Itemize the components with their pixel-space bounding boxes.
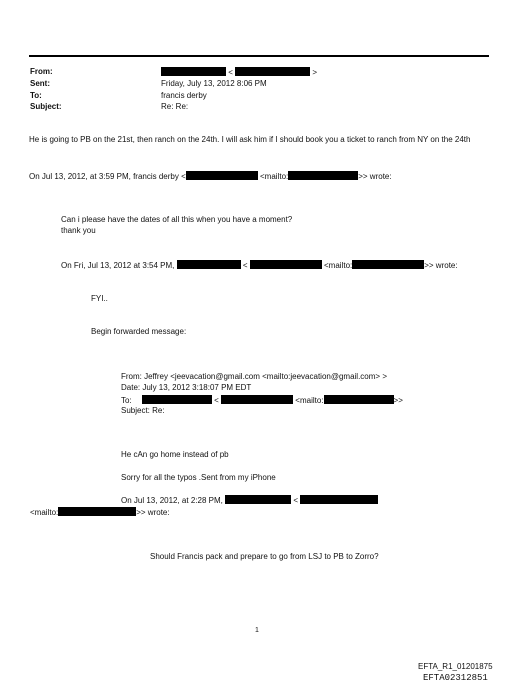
quote2-mailto: <mailto: xyxy=(324,261,353,270)
redaction-box xyxy=(352,260,424,269)
redaction-box xyxy=(235,67,310,76)
fwd-from: From: Jeffrey <jeevacation@gmail.com <mailto:jeevacation@gmail.com> > xyxy=(121,372,387,381)
msg2-line2: thank you xyxy=(61,226,96,235)
fwd-date: Date: July 13, 2012 3:18:07 PM EDT xyxy=(121,383,252,392)
page-number: 1 xyxy=(255,627,259,634)
quote2-wrote: >> wrote: xyxy=(424,261,458,270)
redaction-box xyxy=(177,260,241,269)
redaction-box xyxy=(225,495,291,504)
fwd-subject: Subject: Re: xyxy=(121,406,165,415)
from-label: From: xyxy=(30,67,53,76)
quote1-mailto: <mailto: xyxy=(260,172,289,181)
from-value xyxy=(161,67,317,78)
to-label: To: xyxy=(30,91,42,100)
quote3-mailto: <mailto: xyxy=(30,508,59,517)
quote2-lt: < xyxy=(242,261,248,270)
msg2-line1: Can i please have the dates of all this when you have a moment? xyxy=(61,215,293,224)
reply-paragraph: He is going to PB on the 21st, then ranch on the 24th. I will ask him if I should book you a ticket to ranch from NY on the 24th xyxy=(29,135,471,144)
quote2-intro: On Fri, Jul 13, 2012 at 3:54 PM, xyxy=(61,261,175,270)
footer-id-1: EFTA_R1_01201875 xyxy=(418,662,493,671)
quote3-mailto-line xyxy=(30,507,170,518)
quote3-intro: On Jul 13, 2012, at 2:28 PM, xyxy=(121,496,223,505)
redaction-box xyxy=(324,395,394,404)
quote1-intro: On Jul 13, 2012, at 3:59 PM, francis derby < xyxy=(29,172,186,181)
quote3-lt: < xyxy=(293,496,298,505)
redaction-box xyxy=(250,260,322,269)
quote3-wrote: >> wrote: xyxy=(136,508,170,517)
sent-value: Friday, July 13, 2012 8:06 PM xyxy=(161,79,267,88)
msg3-line1: He cAn go home instead of pb xyxy=(121,450,229,459)
fwd-to-lt: < xyxy=(214,396,219,405)
sent-label: Sent: xyxy=(30,79,50,88)
redaction-box xyxy=(221,395,293,404)
footer-id-2: EFTA02312851 xyxy=(423,673,488,683)
redaction-box xyxy=(288,171,358,180)
header-rule xyxy=(29,55,489,57)
redaction-box xyxy=(58,507,136,516)
forwarded-header: Begin forwarded message: xyxy=(91,327,187,336)
to-value: francis derby xyxy=(161,91,207,100)
fyi-text: FYI.. xyxy=(91,294,108,303)
fwd-to-label: To: xyxy=(121,396,132,405)
redaction-box xyxy=(186,171,258,180)
quote2-line xyxy=(61,260,458,271)
redaction-box xyxy=(161,67,226,76)
from-lt: < xyxy=(228,68,233,77)
redaction-box xyxy=(142,395,212,404)
question-text: Should Francis pack and prepare to go from LSJ to PB to Zorro? xyxy=(150,552,379,561)
quote3-line xyxy=(121,495,378,506)
redaction-box xyxy=(300,495,378,504)
quote1-line xyxy=(29,171,392,182)
from-gt: > xyxy=(312,68,318,77)
quote1-wrote: >> wrote: xyxy=(358,172,392,181)
subject-value: Re: Re: xyxy=(161,102,189,111)
fwd-to-end: >> xyxy=(393,396,403,405)
msg3-line2: Sorry for all the typos .Sent from my iPhone xyxy=(121,473,276,482)
fwd-to-mailto: <mailto: xyxy=(295,396,324,405)
fwd-to xyxy=(121,395,403,406)
subject-label: Subject: xyxy=(30,102,62,111)
